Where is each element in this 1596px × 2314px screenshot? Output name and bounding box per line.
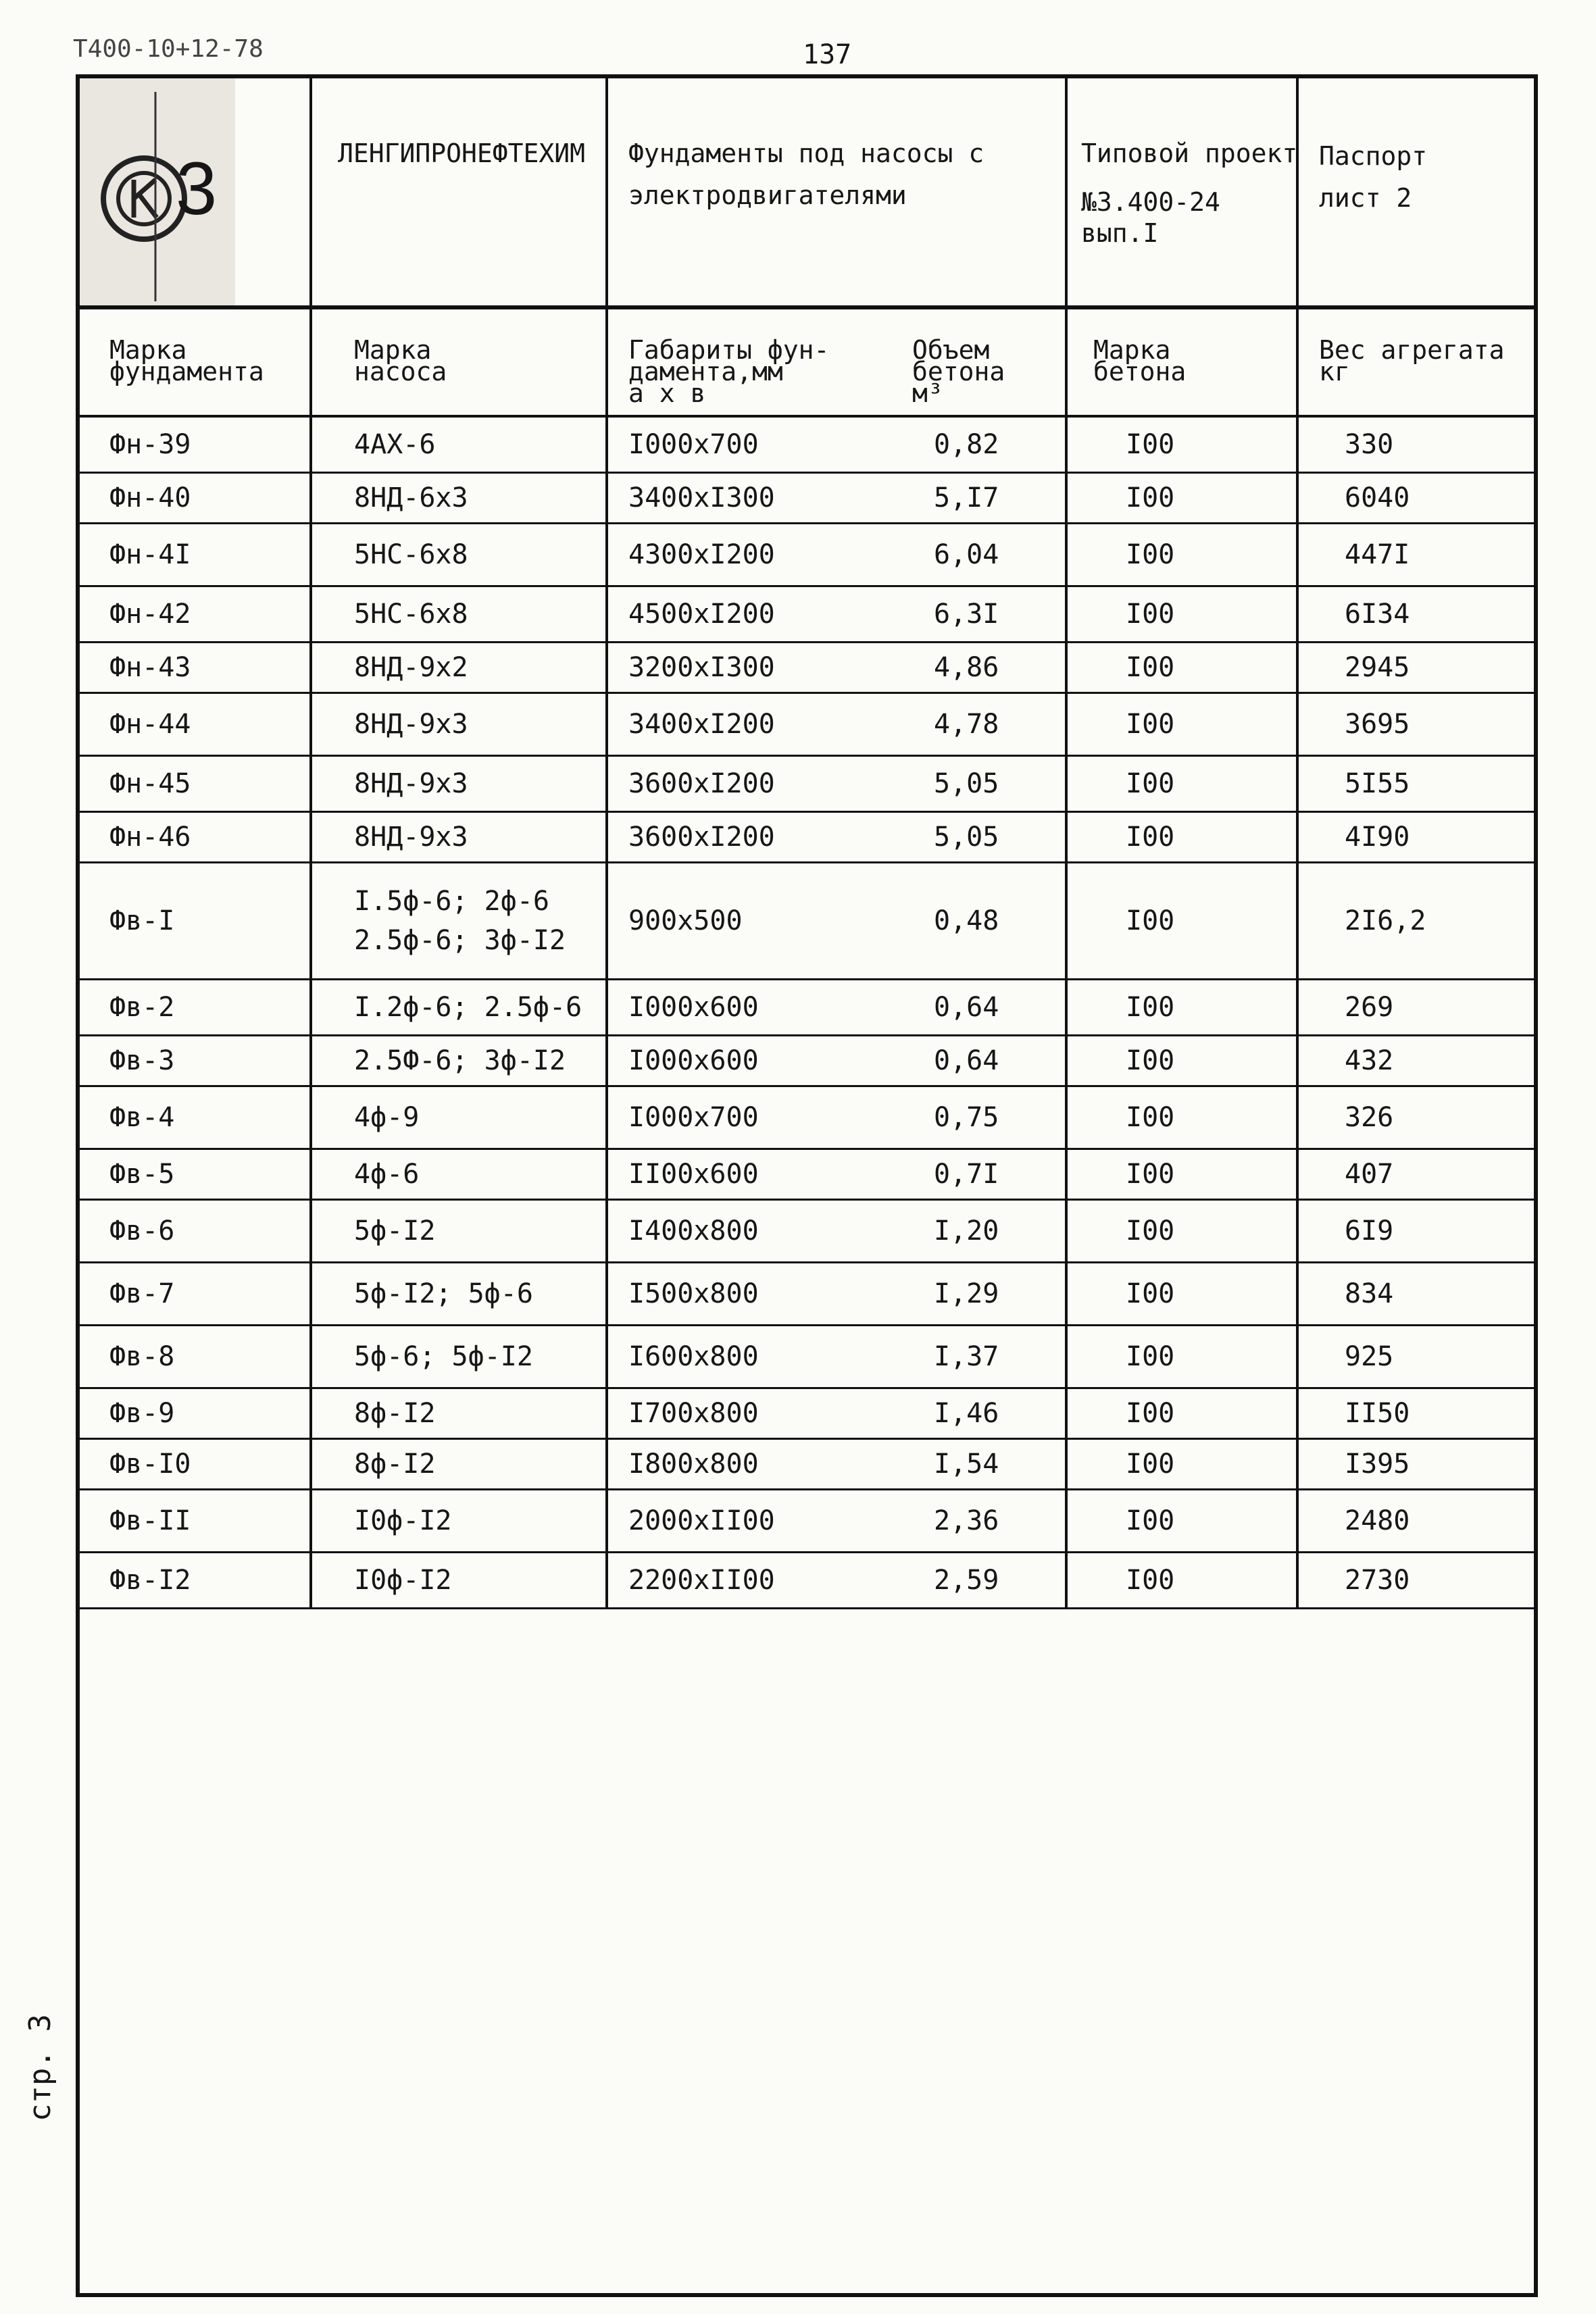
cell-pump: 8НД-9х3	[354, 768, 468, 799]
cell-pump: I.5ф-6; 2ф-6 2.5ф-6; 3ф-I2	[354, 886, 566, 956]
cell-pump: I0ф-I2	[354, 1505, 452, 1536]
column-divider	[1065, 307, 1068, 1609]
cell-foundation: Фв-I	[109, 905, 175, 936]
cell-concrete: I00	[1126, 1045, 1175, 1076]
cell-foundation: Фв-4	[109, 1102, 175, 1133]
cell-foundation: Фв-7	[109, 1278, 175, 1309]
table-row	[80, 1389, 1534, 1440]
cell-weight: 834	[1345, 1278, 1394, 1309]
cell-concrete: I00	[1126, 1398, 1175, 1429]
cell-volume: 5,05	[934, 768, 999, 799]
cell-weight: 2730	[1345, 1565, 1410, 1596]
table-row	[80, 643, 1534, 694]
cell-dimensions: I500х800	[628, 1278, 759, 1309]
table-row	[80, 1150, 1534, 1201]
cell-foundation: Фв-6	[109, 1215, 175, 1247]
cell-dimensions: 3400хI200	[628, 709, 775, 740]
cell-concrete: I00	[1126, 905, 1175, 936]
cell-pump: 5НС-6х8	[354, 599, 468, 630]
cell-concrete: I00	[1126, 429, 1175, 460]
table-row	[80, 1440, 1534, 1490]
cell-volume: 2,59	[934, 1565, 999, 1596]
stamp-area	[80, 78, 309, 307]
cell-volume: 5,05	[934, 822, 999, 853]
cell-weight: 447I	[1345, 539, 1410, 570]
cell-concrete: I00	[1126, 539, 1175, 570]
column-header-weight: Вес агрегата кг	[1319, 335, 1505, 386]
cell-weight: 6040	[1345, 482, 1410, 513]
cell-concrete: I00	[1126, 1505, 1175, 1536]
cell-concrete: I00	[1126, 1565, 1175, 1596]
column-divider	[605, 307, 608, 1609]
table-header	[80, 307, 1534, 418]
cell-foundation: Фв-I2	[109, 1565, 191, 1596]
cell-volume: 6,04	[934, 539, 999, 570]
foundations-table	[80, 307, 1534, 1609]
cell-pump: 8НД-6х3	[354, 482, 468, 513]
cell-volume: 4,86	[934, 652, 999, 683]
cell-dimensions: I600х800	[628, 1341, 759, 1372]
cell-concrete: I00	[1126, 599, 1175, 630]
cell-volume: I,20	[934, 1215, 999, 1247]
cell-weight: II50	[1345, 1398, 1410, 1429]
cell-dimensions: 3400хI300	[628, 482, 775, 513]
cell-pump: 2.5Ф-6; 3ф-I2	[354, 1045, 566, 1076]
cell-weight: 2I6,2	[1345, 905, 1426, 936]
cell-concrete: I00	[1126, 652, 1175, 683]
cell-dimensions: I800х800	[628, 1449, 759, 1480]
document-title: Фундаменты под насосы с электродвигателями	[628, 139, 984, 210]
column-header-pump: Марка насоса	[354, 335, 447, 386]
cell-weight: 2945	[1345, 652, 1410, 683]
column-header-volume: Объем бетона м³	[912, 335, 1005, 408]
cell-volume: 0,64	[934, 992, 999, 1023]
document-code: Т400-10+12-78	[73, 35, 264, 63]
cell-dimensions: 2200хII00	[628, 1565, 775, 1596]
cell-dimensions: 900х500	[628, 905, 743, 936]
cell-pump: 5НС-6х8	[354, 539, 468, 570]
cell-weight: 269	[1345, 992, 1394, 1023]
cell-foundation: Фн-39	[109, 429, 191, 460]
cell-dimensions: I000х600	[628, 1045, 759, 1076]
header-divider	[605, 78, 608, 307]
project-number: №3.400-24 вып.I	[1081, 187, 1220, 248]
column-header-foundation: Марка фундамента	[109, 335, 264, 386]
project-label: Типовой проект	[1081, 139, 1298, 168]
table-row	[80, 813, 1534, 863]
column-header-dimensions: Габариты фун- дамента,мм а х в	[628, 335, 830, 408]
cell-concrete: I00	[1126, 822, 1175, 853]
cell-weight: 4I90	[1345, 822, 1410, 853]
cell-pump: I.2ф-6; 2.5ф-6	[354, 992, 582, 1023]
table-row	[80, 474, 1534, 524]
table-row	[80, 1490, 1534, 1553]
cell-foundation: Фн-4I	[109, 539, 191, 570]
passport-label: Паспорт	[1319, 141, 1428, 171]
organization-name: ЛЕНГИПРОНЕФТЕХИМ	[338, 139, 586, 168]
cell-dimensions: 4300хI200	[628, 539, 775, 570]
cell-weight: 925	[1345, 1341, 1394, 1372]
cell-volume: 4,78	[934, 709, 999, 740]
table-row	[80, 1326, 1534, 1389]
header-divider	[1065, 78, 1068, 307]
table-row	[80, 1036, 1534, 1087]
cell-weight: 407	[1345, 1159, 1394, 1190]
cell-volume: 0,82	[934, 429, 999, 460]
cell-pump: 8НД-9х3	[354, 709, 468, 740]
stamp-sheet-number: 3	[176, 147, 218, 230]
cell-pump: 4ф-9	[354, 1102, 420, 1133]
cell-volume: 0,7I	[934, 1159, 999, 1190]
cell-dimensions: 3600хI200	[628, 822, 775, 853]
cell-foundation: Фв-9	[109, 1398, 175, 1429]
cell-concrete: I00	[1126, 1215, 1175, 1247]
cell-dimensions: 3600хI200	[628, 768, 775, 799]
cell-foundation: Фв-8	[109, 1341, 175, 1372]
page-number: 137	[803, 39, 852, 70]
cell-foundation: Фн-45	[109, 768, 191, 799]
cell-dimensions: I000х700	[628, 429, 759, 460]
cell-foundation: Фн-46	[109, 822, 191, 853]
cell-pump: 5ф-6; 5ф-I2	[354, 1341, 533, 1372]
cell-foundation: Фн-42	[109, 599, 191, 630]
cell-pump: I0ф-I2	[354, 1565, 452, 1596]
table-row	[80, 587, 1534, 643]
table-row	[80, 1201, 1534, 1263]
cell-dimensions: I400х800	[628, 1215, 759, 1247]
cell-pump: 4АХ-6	[354, 429, 436, 460]
cell-volume: 0,64	[934, 1045, 999, 1076]
table-row	[80, 863, 1534, 980]
cell-dimensions: 3200хI300	[628, 652, 775, 683]
cell-volume: I,46	[934, 1398, 999, 1429]
cell-concrete: I00	[1126, 1341, 1175, 1372]
table-row	[80, 980, 1534, 1036]
cell-dimensions: I000х700	[628, 1102, 759, 1133]
cell-foundation: Фв-I0	[109, 1449, 191, 1480]
cell-pump: 8НД-9х2	[354, 652, 468, 683]
cell-volume: 2,36	[934, 1505, 999, 1536]
column-divider	[1296, 307, 1299, 1609]
cell-weight: 2480	[1345, 1505, 1410, 1536]
cell-pump: 5ф-I2	[354, 1215, 436, 1247]
cell-concrete: I00	[1126, 1159, 1175, 1190]
cell-volume: 5,I7	[934, 482, 999, 513]
cell-foundation: Фн-40	[109, 482, 191, 513]
table-row	[80, 1087, 1534, 1150]
cell-foundation: Фн-43	[109, 652, 191, 683]
cell-concrete: I00	[1126, 1278, 1175, 1309]
table-row	[80, 694, 1534, 757]
header-divider	[309, 78, 312, 307]
cell-dimensions: II00х600	[628, 1159, 759, 1190]
cell-weight: 326	[1345, 1102, 1394, 1133]
column-header-concrete: Марка бетона	[1093, 335, 1187, 386]
cell-concrete: I00	[1126, 992, 1175, 1023]
cell-pump: 5ф-I2; 5ф-6	[354, 1278, 533, 1309]
cell-dimensions: I700х800	[628, 1398, 759, 1429]
cell-concrete: I00	[1126, 1449, 1175, 1480]
cell-pump: 8ф-I2	[354, 1398, 436, 1429]
table-row	[80, 1553, 1534, 1609]
table-row	[80, 418, 1534, 474]
cell-foundation: Фв-3	[109, 1045, 175, 1076]
cell-pump: 8НД-9х3	[354, 822, 468, 853]
cell-volume: 0,75	[934, 1102, 999, 1133]
cell-weight: 6I34	[1345, 599, 1410, 630]
cell-weight: 330	[1345, 429, 1394, 460]
cell-dimensions: 2000хII00	[628, 1505, 775, 1536]
table-row	[80, 1263, 1534, 1326]
cell-foundation: Фн-44	[109, 709, 191, 740]
cell-pump: 4ф-6	[354, 1159, 420, 1190]
cell-weight: 3695	[1345, 709, 1410, 740]
cell-foundation: Фв-II	[109, 1505, 191, 1536]
cell-weight: 5I55	[1345, 768, 1410, 799]
column-divider	[309, 307, 312, 1609]
cell-volume: I,54	[934, 1449, 999, 1480]
cell-volume: 6,3I	[934, 599, 999, 630]
table-body	[80, 418, 1534, 1609]
cell-concrete: I00	[1126, 482, 1175, 513]
cell-foundation: Фв-2	[109, 992, 175, 1023]
side-page-note: стр. 3	[23, 2014, 57, 2121]
cell-weight: 432	[1345, 1045, 1394, 1076]
cell-volume: I,29	[934, 1278, 999, 1309]
cell-dimensions: I000х600	[628, 992, 759, 1023]
cell-volume: 0,48	[934, 905, 999, 936]
sheet-label: лист 2	[1319, 183, 1412, 213]
cell-concrete: I00	[1126, 709, 1175, 740]
cell-pump: 8ф-I2	[354, 1449, 436, 1480]
table-row	[80, 524, 1534, 587]
header-divider	[1296, 78, 1299, 307]
cell-foundation: Фв-5	[109, 1159, 175, 1190]
cell-dimensions: 4500хI200	[628, 599, 775, 630]
cell-concrete: I00	[1126, 1102, 1175, 1133]
cell-weight: I395	[1345, 1449, 1410, 1480]
cell-concrete: I00	[1126, 768, 1175, 799]
cell-volume: I,37	[934, 1341, 999, 1372]
cell-weight: 6I9	[1345, 1215, 1394, 1247]
table-row	[80, 757, 1534, 813]
